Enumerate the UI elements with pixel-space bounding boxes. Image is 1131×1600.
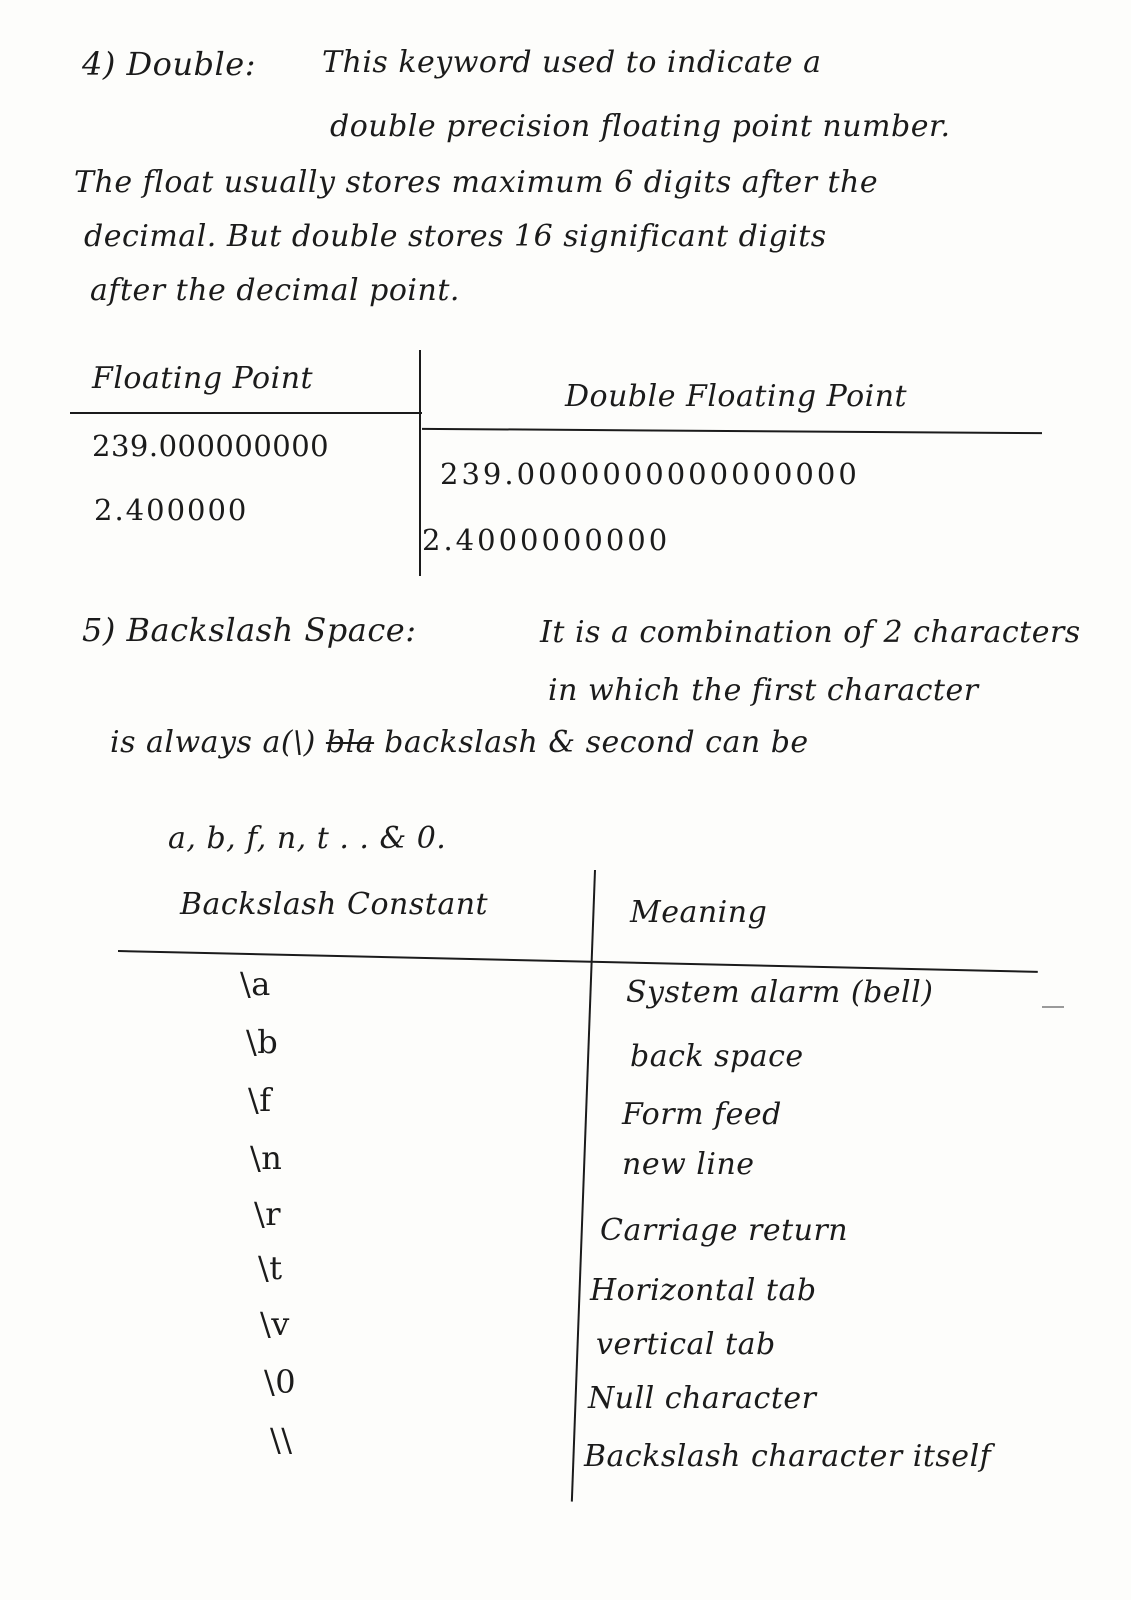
section4-heading: 4) Double: [82,45,256,83]
table2-row-code: \r [254,1195,282,1233]
table1-header-rule-left [70,412,422,414]
table2-row-meaning: new line [622,1147,755,1182]
section5-line3 [110,725,809,760]
table2-row-code: \t [258,1249,283,1287]
table2-row-meaning: Backslash character itself [584,1439,992,1474]
table1-row2-right: 2.4000000000 [422,523,671,557]
section5-line2: in which the first character [548,673,979,708]
table2-row-meaning: Horizontal tab [590,1273,817,1308]
table1-header-right: Double Floating Point [565,379,908,414]
stray-mark [1042,1006,1064,1008]
table2-row-meaning: back space [630,1039,804,1074]
section4-line1: This keyword used to indicate a [322,45,822,80]
table1-column-divider [419,350,421,576]
section5-line3-start: is always a(\) [110,725,316,760]
table2-row-meaning: Carriage return [600,1213,849,1248]
section5-line4: a, b, f, n, t . . & 0. [168,821,447,856]
table2-row-code: \v [260,1305,290,1343]
section4-line4: decimal. But double stores 16 significant digits [84,219,827,254]
table2-row-meaning: Null character [588,1381,817,1416]
section4-line5: after the decimal point. [90,273,460,308]
table2-row-code: \\ [270,1421,293,1459]
section5-struck-word: bla [325,725,375,760]
section5-heading: 5) Backslash Space: [82,611,417,649]
table1-header-rule-right [422,428,1042,434]
table1-header-left: Floating Point [92,361,314,396]
table2-header-right: Meaning [630,895,768,930]
table2-row-code: \b [246,1023,279,1061]
section5-line1: It is a combination of 2 characters [540,615,1081,650]
table2-row-meaning: Form feed [622,1097,782,1132]
table2-row-meaning: System alarm (bell) [626,975,934,1010]
table1-row1-right: 239.0000000000000000 [440,457,860,491]
table2-row-code: \a [240,965,271,1003]
section5-line3-end: backslash & second can be [384,725,809,760]
section4-line2: double precision floating point number. [330,109,951,144]
table2-header-left: Backslash Constant [180,887,489,922]
table1-row2-left: 2.400000 [94,493,249,527]
table2-row-meaning: vertical tab [596,1327,776,1362]
table2-row-code: \n [250,1139,283,1177]
table2-row-code: \0 [264,1363,297,1401]
section4-line3: The float usually stores maximum 6 digits after the [74,165,879,200]
table1-row1-left: 239.000000000 [92,429,330,463]
table2-row-code: \f [248,1081,272,1119]
